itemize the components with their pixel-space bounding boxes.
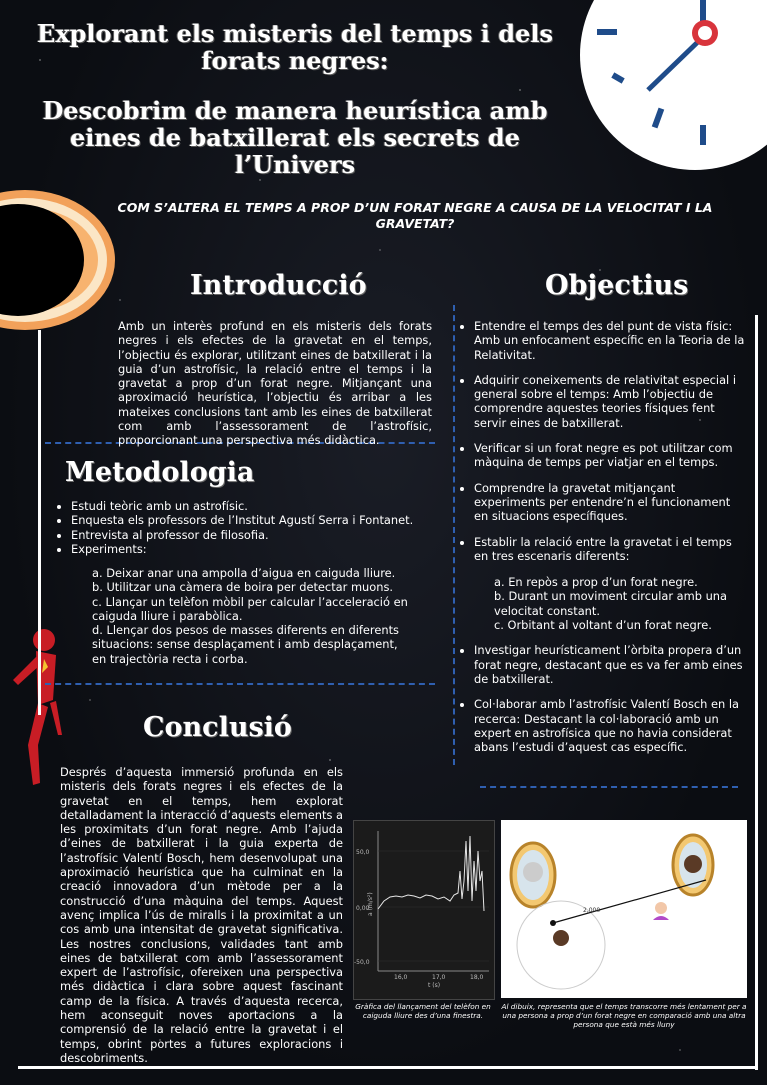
conclusion-heading: Conclusió [143, 712, 292, 743]
frame-line [38, 330, 41, 715]
y-axis-label: a (m/s²) [367, 892, 374, 916]
x-tick-label: 17,0 [432, 974, 446, 981]
clock-icon [580, 0, 767, 170]
sub-list-item: a. Deixar anar una ampolla d’aigua en caiguda lliure. [92, 566, 396, 580]
x-tick-label: 18,0 [470, 974, 484, 981]
clock-decoration [580, 0, 767, 170]
time-dilation-illustration [501, 820, 747, 998]
methodology-heading: Metodologia [65, 457, 255, 488]
objectives-heading: Objectius [545, 270, 689, 301]
page-subtitle: Descobrim de manera heurística amb eines de batxillerat els secrets de l’Univers [42, 96, 548, 179]
frame-line [755, 315, 758, 1070]
research-question: COM S’ALTERA EL TEMPS A PROP D’UN FORAT NEGRE A CAUSA DE LA VELOCITAT I LA GRAVETAT? [117, 200, 713, 231]
page-title: Explorant els misteris del temps i dels forats negres: [37, 19, 553, 75]
list-item: • Enquesta els professors de l’Institut Agustí Serra i Fontanet. [71, 513, 415, 527]
experiments-list [92, 566, 412, 666]
y-tick-label: -50,0 [354, 959, 370, 966]
sub-list-item: d. Llençar dos pesos de masses diferents en diferents situacions: sense desplaçament i amb desplaçament, en trajectòria recta i corba. [92, 623, 399, 666]
list-item: • Experiments: [71, 542, 415, 556]
list-item: • Col·laborar amb l’astrofísic Valentí Bosch en la recerca: Destacant la col·laboració amb un expert en astrofísica que no havia considerat abans l’estudi d’aquest cas específic. [474, 697, 748, 754]
objectives-list [458, 319, 748, 765]
section-divider [480, 786, 738, 788]
acceleration-graph [353, 820, 495, 1000]
sub-list-item: c. Llançar un telèfon mòbil per calcular l’acceleració en caiguda lliure i parabòlica. [92, 594, 408, 623]
introduction-text: Amb un interès profund en els misteris dels forats negres i els efectes de la gravetat en el temps, l’objectiu és explorar, utilitzant eines de batxillerat i la guia d’un astrofísic, la relació entre el temps i la gravetat a prop d’un forat negre. Mitjançant una aproximació heurística, l’objectiu és arribar a les mateixes conclusions tant amb les eines de batxillerat com amb l’assessorament de l’astrofísic, proporcionant una perspectiva més didàctica. [118, 319, 432, 448]
frame-line [18, 1066, 758, 1069]
illustration-label: 2,000 [583, 907, 601, 914]
sub-list-item: c. Orbitant al voltant d’un forat negre. [494, 618, 712, 633]
list-item: • Adquirir coneixements de relativitat especial i general sobre el temps: Amb l’objectiu de comprendre aquestes teories físiques fent servir eines de batxillerat. [474, 373, 748, 430]
methodology-list [55, 499, 415, 556]
list-item-text: Establir la relació entre la gravetat i el temps en tres escenaris diferents: [474, 534, 732, 563]
sub-list-item: b. Utilitzar una càmera de boira per detectar muons. [92, 580, 394, 595]
runner-figure-image [8, 625, 63, 785]
y-tick-label: 50,0 [356, 849, 370, 856]
introduction-heading: Introducció [190, 270, 367, 301]
column-divider [453, 305, 455, 765]
list-item: • Comprendre la gravetat mitjançant experiments per entendre’n el funcionament en situacions específiques. [474, 481, 748, 524]
list-item: • Entrevista al professor de filosofia. [71, 528, 415, 542]
illustration-caption: Al dibuix, representa que el temps transcorre més lentament per a una persona a prop d’un forat negre en comparació amb una altra persona que està més lluny [501, 1002, 747, 1029]
conclusion-text: Després d’aquesta immersió profunda en els misteris dels forats negres i els efectes de la gravetat en el temps, hem explorat detalladament la interacció d’aquests elements a les proximitats d’un forat negre. Amb l’ajuda d’eines de batxillerat i la guia experta de l’astrofísic Valentí Bosch, hem desenvolupat una aproximació heurística que ha culminat en la creació innovadora d’un mètode per a la construcció d’una màquina del temps. Aquest avenç implica l’ús de miralls i la proximitat a un cos amb una intensitat de gravetat significativa. Les nostres conclusions, validades tant amb eines de batxillerat com amb l’assessorament expert de l’astrofísic, ofereixen una perspectiva més didàctica i clara sobre aquest fascinant camp de la física. A través d’aquesta recerca, hem aconseguit noves aportacions a la comprensió de la relació entre la gravetat i el temps, obrint portes a futures exploracions i descobriments. [60, 765, 343, 1065]
y-tick-label: 0,00 [356, 905, 370, 912]
list-item: • Investigar heurísticament l’òrbita propera d’un forat negre, destacant que es va fer amb eines de batxillerat. [474, 643, 748, 686]
list-item [474, 535, 748, 633]
x-tick-label: 16,0 [394, 974, 408, 981]
graph-caption: Gràfica del llançament del telèfon en caiguda lliure des d’una finestra. [355, 1002, 491, 1020]
sub-list-item: a. En repòs a prop d’un forat negre. [494, 575, 698, 590]
section-divider [45, 683, 435, 685]
sub-list-item: b. Durant un moviment circular amb una velocitat constant. [494, 589, 728, 618]
x-axis-label: t (s) [428, 982, 441, 989]
list-item: • Entendre el temps des del punt de vista físic: Amb un enfocament específic en la Teoria de la Relativitat. [474, 319, 748, 362]
list-item: • Verificar si un forat negre es pot utilitzar com màquina de temps per viatjar en el temps. [474, 441, 748, 470]
list-item: • Estudi teòric amb un astrofísic. [71, 499, 415, 513]
